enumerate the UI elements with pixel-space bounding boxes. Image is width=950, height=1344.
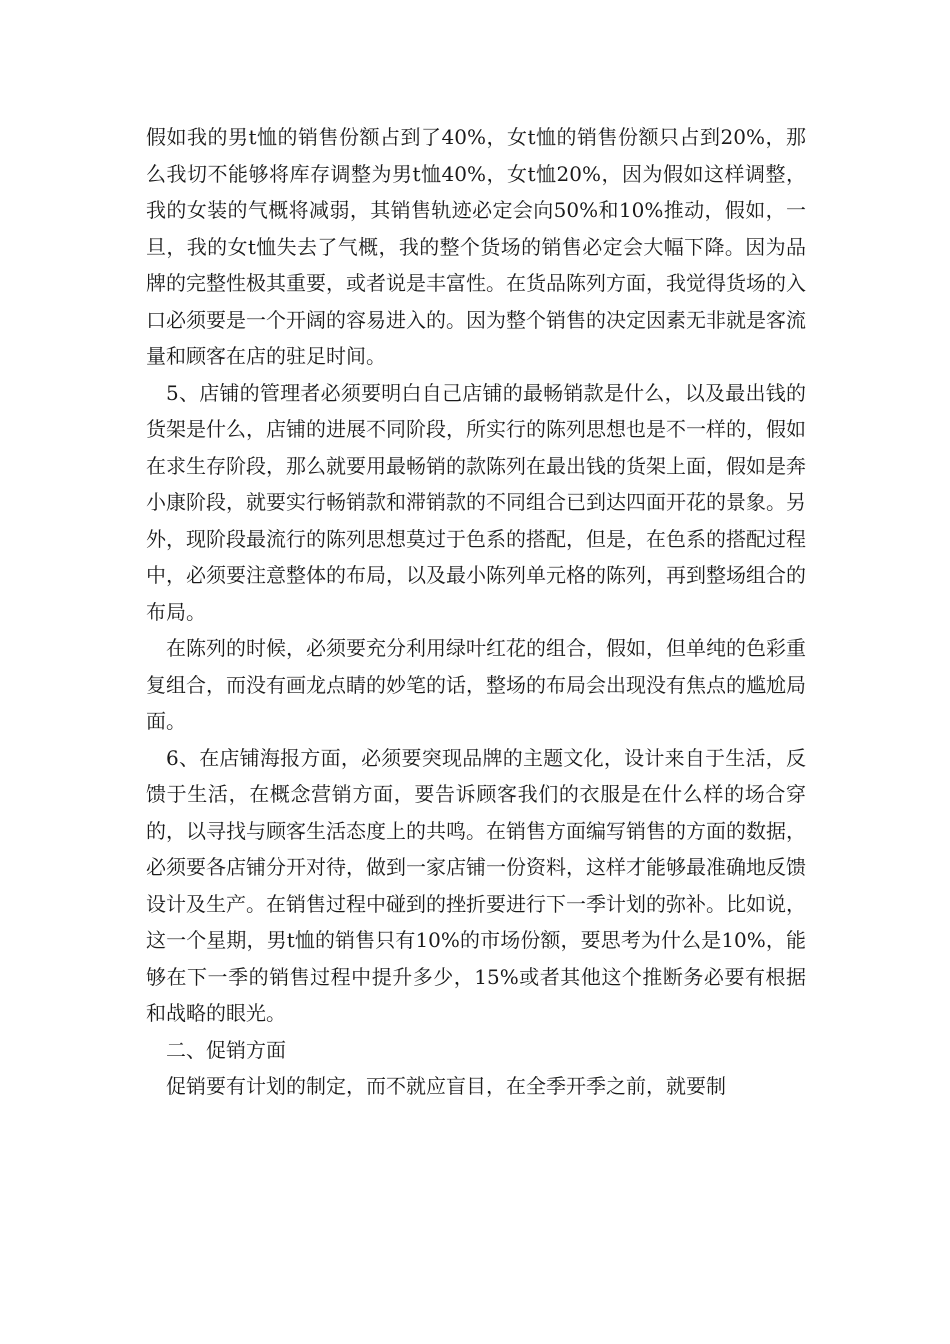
paragraph-bestseller-display: 5、店铺的管理者必须要明白自己店铺的最畅销款是什么，以及最出钱的货架是什么，店铺的进展不同阶段，所实行的陈列思想也是不一样的，假如在求生存阶段，那么就要用最畅销的款陈列在最出钱的货架上面，假如是奔小康阶段，就要实行畅销款和滞销款的不同组合已到达四面开花的景象。另外，现阶段最流行的陈列思想莫过于色系的搭配，但是，在色系的搭配过程中，必须要注意整体的布局，以及最小陈列单元格的陈列，再到整场组合的布局。 — [146, 380, 806, 624]
paragraph-inventory-balance: 假如我的男t恤的销售份额占到了40%，女t恤的销售份额只占到20%，那么我切不能够将库存调整为男t恤40%，女t恤20%，因为假如这样调整，我的女装的气概将减弱，其销售轨迹必定会向50%和10%推动，假如，一旦，我的女t恤失去了气概，我的整个货场的销售必定会大幅下降。因为品牌的完整性极其重要，或者说是丰富性。在货品陈列方面，我觉得货场的入口必须要是一个开阔的容易进入的。因为整个销售的决定因素无非就是客流量和顾客在店的驻足时间。 — [146, 125, 806, 368]
paragraph-store-poster: 6、在店铺海报方面，必须要突现品牌的主题文化，设计来自于生活，反馈于生活，在概念营销方面，要告诉顾客我们的衣服是在什么样的场合穿的，以寻找与顾客生活态度上的共鸣。在销售方面编写销售的方面的数据，必须要各店铺分开对待，做到一家店铺一份资料，这样才能够最准确地反馈设计及生产。在销售过程中碰到的挫折要进行下一季计划的弥补。比如说，这一个星期，男t恤的销售只有10%的市场份额，要思考为什么是10%，能够在下一季的销售过程中提升多少，15%或者其他这个推断务必要有根据和战略的眼光。 — [146, 745, 806, 1025]
section-heading-promotion: 二、促销方面 — [166, 1037, 286, 1062]
paragraph-color-combination: 在陈列的时候，必须要充分利用绿叶红花的组合，假如，但单纯的色彩重复组合，而没有画龙点睛的妙笔的话，整场的布局会出现没有焦点的尴尬局面。 — [146, 636, 806, 733]
paragraph-promotion-plan: 促销要有计划的制定，而不就应盲目，在全季开季之前，就要制 — [166, 1074, 726, 1098]
document-body — [146, 119, 806, 1105]
